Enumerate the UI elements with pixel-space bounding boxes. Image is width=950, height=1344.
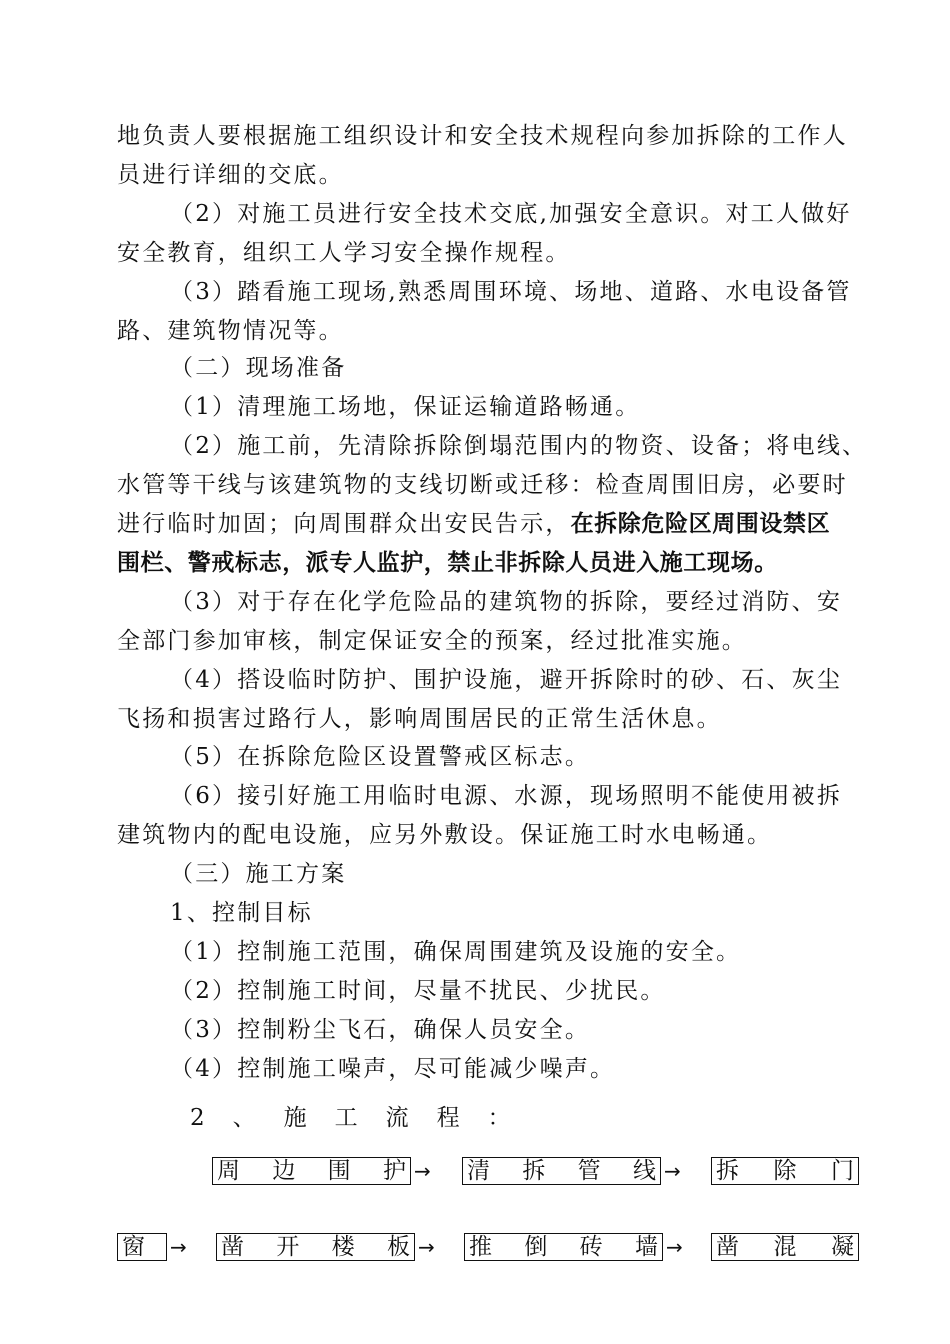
section-heading: （二）现场准备 — [170, 355, 347, 381]
paragraph-line: （2）施工前，先清除拆除倒塌范围内的物资、设备；将电线、 — [170, 433, 868, 459]
flow-step-box — [212, 1157, 411, 1185]
list-item: （1）控制施工范围，确保周围建筑及设施的安全。 — [170, 939, 742, 965]
emphasized-line: 围栏、警戒标志，派专人监护，禁止非拆除人员进入施工现场。 — [117, 550, 778, 576]
paragraph-line: 建筑物内的配电设施，应另外敷设。保证施工时水电畅通。 — [117, 822, 773, 848]
paragraph-line: 安全教育，组织工人学习安全操作规程。 — [117, 240, 571, 266]
paragraph-line: 地负责人要根据施工组织设计和安全技术规程向参加拆除的工作人 — [117, 123, 848, 149]
flow-char: 拆 — [716, 1158, 739, 1184]
paragraph-line: （6）接引好施工用临时电源、水源，现场照明不能使用被拆 — [170, 783, 843, 809]
flow-char: 围 — [327, 1158, 351, 1184]
paragraph-line: 水管等干线与该建筑物的支线切断或迁移：检查周围旧房，必要时 — [117, 472, 848, 498]
list-item: （4）控制施工噪声，尽可能减少噪声。 — [170, 1056, 616, 1082]
paragraph-line — [117, 509, 862, 539]
flow-step-box — [464, 1233, 663, 1261]
paragraph-line: （1）清理施工场地，保证运输道路畅通。 — [170, 394, 641, 420]
paragraph-line: 全部门参加审核，制定保证安全的预案，经过批准实施。 — [117, 628, 747, 654]
flow-arrow-icon: → — [664, 1159, 681, 1183]
flow-char: 管 — [577, 1158, 601, 1184]
flow-arrow-icon: → — [414, 1159, 431, 1183]
subsection-heading: 1、控制目标 — [170, 900, 313, 926]
flow-char: 推 — [469, 1234, 492, 1260]
emphasized-text: 在拆除危险区周围设禁区 — [570, 511, 831, 537]
flow-char: 板 — [386, 1234, 410, 1260]
flow-step-box — [216, 1233, 415, 1261]
paragraph-line: 路、建筑物情况等。 — [117, 318, 344, 344]
flow-char: 砖 — [579, 1234, 603, 1260]
flow-char: 线 — [632, 1158, 656, 1184]
paragraph-line: 员进行详细的交底。 — [117, 162, 344, 188]
flow-step-box — [711, 1233, 859, 1261]
flow-char: 周 — [217, 1158, 240, 1184]
flow-char: 凝 — [831, 1234, 854, 1260]
flow-arrow-icon: → — [170, 1235, 187, 1259]
section-heading: （三）施工方案 — [170, 861, 347, 887]
flow-arrow-icon: → — [418, 1235, 435, 1259]
flow-char: 护 — [382, 1158, 406, 1184]
paragraph-line: （4）搭设临时防护、围护设施，避开拆除时的砂、石、灰尘 — [170, 667, 843, 693]
subsection-heading: 2、施工流程： — [190, 1105, 539, 1131]
flow-char: 楼 — [331, 1234, 355, 1260]
list-item: （2）控制施工时间，尽量不扰民、少扰民。 — [170, 978, 666, 1004]
paragraph-line: （5）在拆除危险区设置警戒区标志。 — [170, 744, 591, 770]
flow-char: 混 — [773, 1234, 797, 1260]
paragraph-line: 飞扬和损害过路行人，影响周围居民的正常生活休息。 — [117, 706, 722, 732]
flow-char: 除 — [773, 1158, 797, 1184]
flow-char: 倒 — [524, 1234, 548, 1260]
flow-char: 墙 — [634, 1234, 658, 1260]
list-item: （3）控制粉尘飞石，确保人员安全。 — [170, 1017, 591, 1043]
paragraph-line: （2）对施工员进行安全技术交底,加强安全意识。对工人做好 — [170, 201, 852, 227]
flow-step-box — [462, 1157, 661, 1185]
paragraph-text: 进行临时加固；向周围群众出安民告示， — [117, 511, 571, 537]
flow-char: 凿 — [221, 1234, 244, 1260]
flow-arrow-icon: → — [666, 1235, 683, 1259]
flow-char: 清 — [467, 1158, 490, 1184]
flow-char: 凿 — [716, 1234, 739, 1260]
paragraph-line: （3）踏看施工现场,熟悉周围环境、场地、道路、水电设备管 — [170, 279, 852, 305]
flow-char: 窗 — [122, 1234, 145, 1260]
flow-char: 开 — [276, 1234, 300, 1260]
paragraph-line: （3）对于存在化学危险品的建筑物的拆除，要经过消防、安 — [170, 589, 843, 615]
flow-step-box — [117, 1233, 167, 1261]
flow-char: 拆 — [522, 1158, 546, 1184]
flow-char: 门 — [831, 1158, 854, 1184]
flow-step-box — [711, 1157, 859, 1185]
flow-char: 边 — [272, 1158, 296, 1184]
